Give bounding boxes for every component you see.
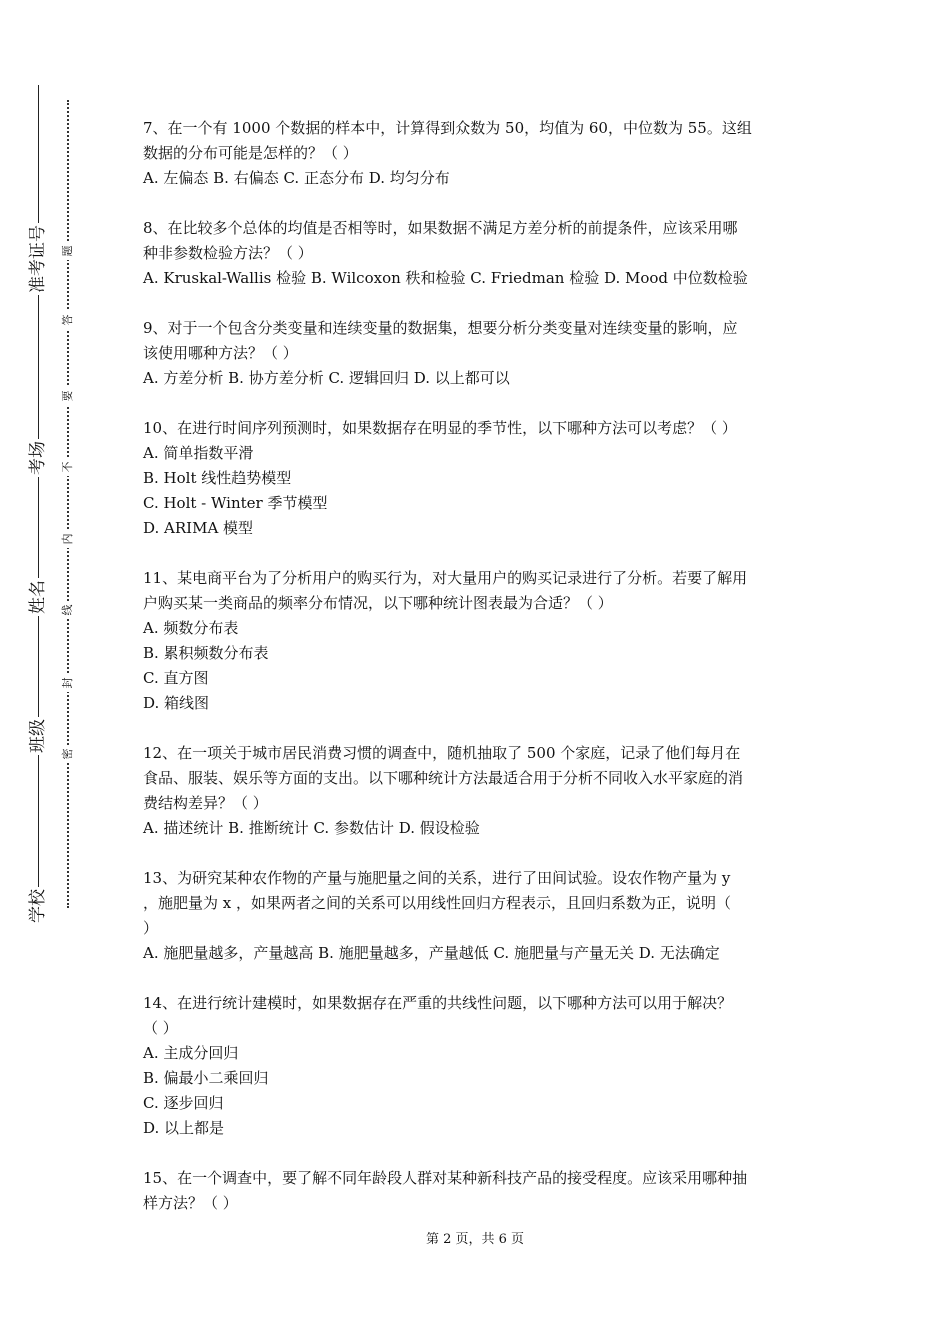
question-line: 数据的分布可能是怎样的？（ ）	[143, 144, 358, 162]
question-line: 12、在一项关于城市居民消费习惯的调查中，随机抽取了 500 个家庭，记录了他们每月在	[143, 744, 741, 762]
question-line: 14、在进行统计建模时，如果数据存在严重的共线性问题，以下哪种方法可以用于解决？	[143, 994, 733, 1012]
binding-strip	[0, 0, 110, 1344]
answer-options: A. 施肥量越多，产量越高 B. 施肥量越多，产量越低 C. 施肥量与产量无关 D. 无法确定	[143, 944, 720, 962]
question-line: ，施肥量为 x ，如果两者之间的关系可以用线性回归方程表示，且回归系数为正，说明（	[143, 894, 731, 912]
answer-option-d: D. ARIMA 模型	[143, 519, 254, 537]
answer-option-c: C. 逐步回归	[143, 1094, 224, 1112]
question-line: 10、在进行时间序列预测时，如果数据存在明显的季节性，以下哪种方法可以考虑？（ ）	[143, 419, 737, 437]
question-line: 11、某电商平台为了分析用户的购买行为，对大量用户的购买记录进行了分析。若要了解用	[143, 569, 748, 587]
seal-char-mi: 密	[59, 745, 77, 763]
field-admission-number: 准考证号	[28, 225, 48, 293]
answer-option-b: B. 偏最小二乘回归	[143, 1069, 269, 1087]
seal-char-yao: 要	[59, 387, 77, 405]
seal-char-bu: 不	[59, 458, 77, 476]
answer-option-a: A. 频数分布表	[143, 619, 239, 637]
question-line: 8、在比较多个总体的均值是否相等时，如果数据不满足方差分析的前提条件，应该采用哪	[143, 219, 738, 237]
question-line: 样方法？（ ）	[143, 1194, 238, 1212]
seal-char-ti: 题	[59, 242, 77, 260]
binding-solid-line	[38, 85, 39, 925]
answer-options: A. 左偏态 B. 右偏态 C. 正态分布 D. 均匀分布	[143, 169, 450, 187]
answer-option-d: D. 箱线图	[143, 694, 210, 712]
field-name: 姓名	[28, 580, 48, 614]
seal-char-feng: 封	[59, 674, 77, 692]
binding-dotted-line	[67, 100, 69, 908]
field-exam-room: 考场	[28, 441, 48, 475]
page-number: 第 2 页，共 6 页	[425, 1232, 525, 1247]
answer-options: A. 描述统计 B. 推断统计 C. 参数估计 D. 假设检验	[143, 819, 480, 837]
question-12	[143, 741, 811, 841]
answer-option-c: C. Holt - Winter 季节模型	[143, 494, 328, 512]
question-line: 9、对于一个包含分类变量和连续变量的数据集，想要分析分类变量对连续变量的影响，应	[143, 319, 738, 337]
answer-option-b: B. Holt 线性趋势模型	[143, 469, 292, 487]
answer-options: A. Kruskal-Wallis 检验 B. Wilcoxon 秩和检验 C. Friedman 检验 D. Mood 中位数检验	[143, 269, 748, 287]
question-15	[143, 1166, 811, 1216]
question-line: ）	[143, 919, 159, 937]
question-line: 费结构差异？（ ）	[143, 794, 268, 812]
question-13	[143, 866, 811, 966]
answer-option-c: C. 直方图	[143, 669, 209, 687]
question-line: （ ）	[143, 1019, 178, 1037]
seal-char-xian: 线	[59, 601, 77, 619]
question-8	[143, 216, 811, 291]
question-line: 户购买某一类商品的频率分布情况，以下哪种统计图表最为合适？（ ）	[143, 594, 613, 612]
seal-char-nei: 内	[59, 530, 77, 548]
question-list	[143, 116, 811, 1241]
answer-option-a: A. 简单指数平滑	[143, 444, 254, 462]
seal-char-da: 答	[59, 311, 77, 329]
question-line: 该使用哪种方法？（ ）	[143, 344, 298, 362]
answer-option-d: D. 以上都是	[143, 1119, 225, 1137]
question-line: 15、在一个调查中，要了解不同年龄段人群对某种新科技产品的接受程度。应该采用哪种抽	[143, 1169, 748, 1187]
answer-options: A. 方差分析 B. 协方差分析 C. 逻辑回归 D. 以上都可以	[143, 369, 510, 387]
question-7	[143, 116, 811, 191]
question-line: 食品、服装、娱乐等方面的支出。以下哪种统计方法最适合用于分析不同收入水平家庭的消	[143, 769, 744, 787]
answer-option-b: B. 累积频数分布表	[143, 644, 269, 662]
field-school: 学校	[28, 889, 48, 923]
field-class: 班级	[28, 719, 48, 753]
question-line: 种非参数检验方法？（ ）	[143, 244, 313, 262]
question-11	[143, 566, 811, 716]
question-14	[143, 991, 811, 1141]
question-10	[143, 416, 811, 541]
page-footer	[0, 1231, 950, 1249]
question-line: 7、在一个有 1000 个数据的样本中，计算得到众数为 50，均值为 60，中位数为 55。这组	[143, 119, 752, 137]
question-line: 13、为研究某种农作物的产量与施肥量之间的关系，进行了田间试验。设农作物产量为 y	[143, 869, 731, 887]
question-9	[143, 316, 811, 391]
answer-option-a: A. 主成分回归	[143, 1044, 239, 1062]
